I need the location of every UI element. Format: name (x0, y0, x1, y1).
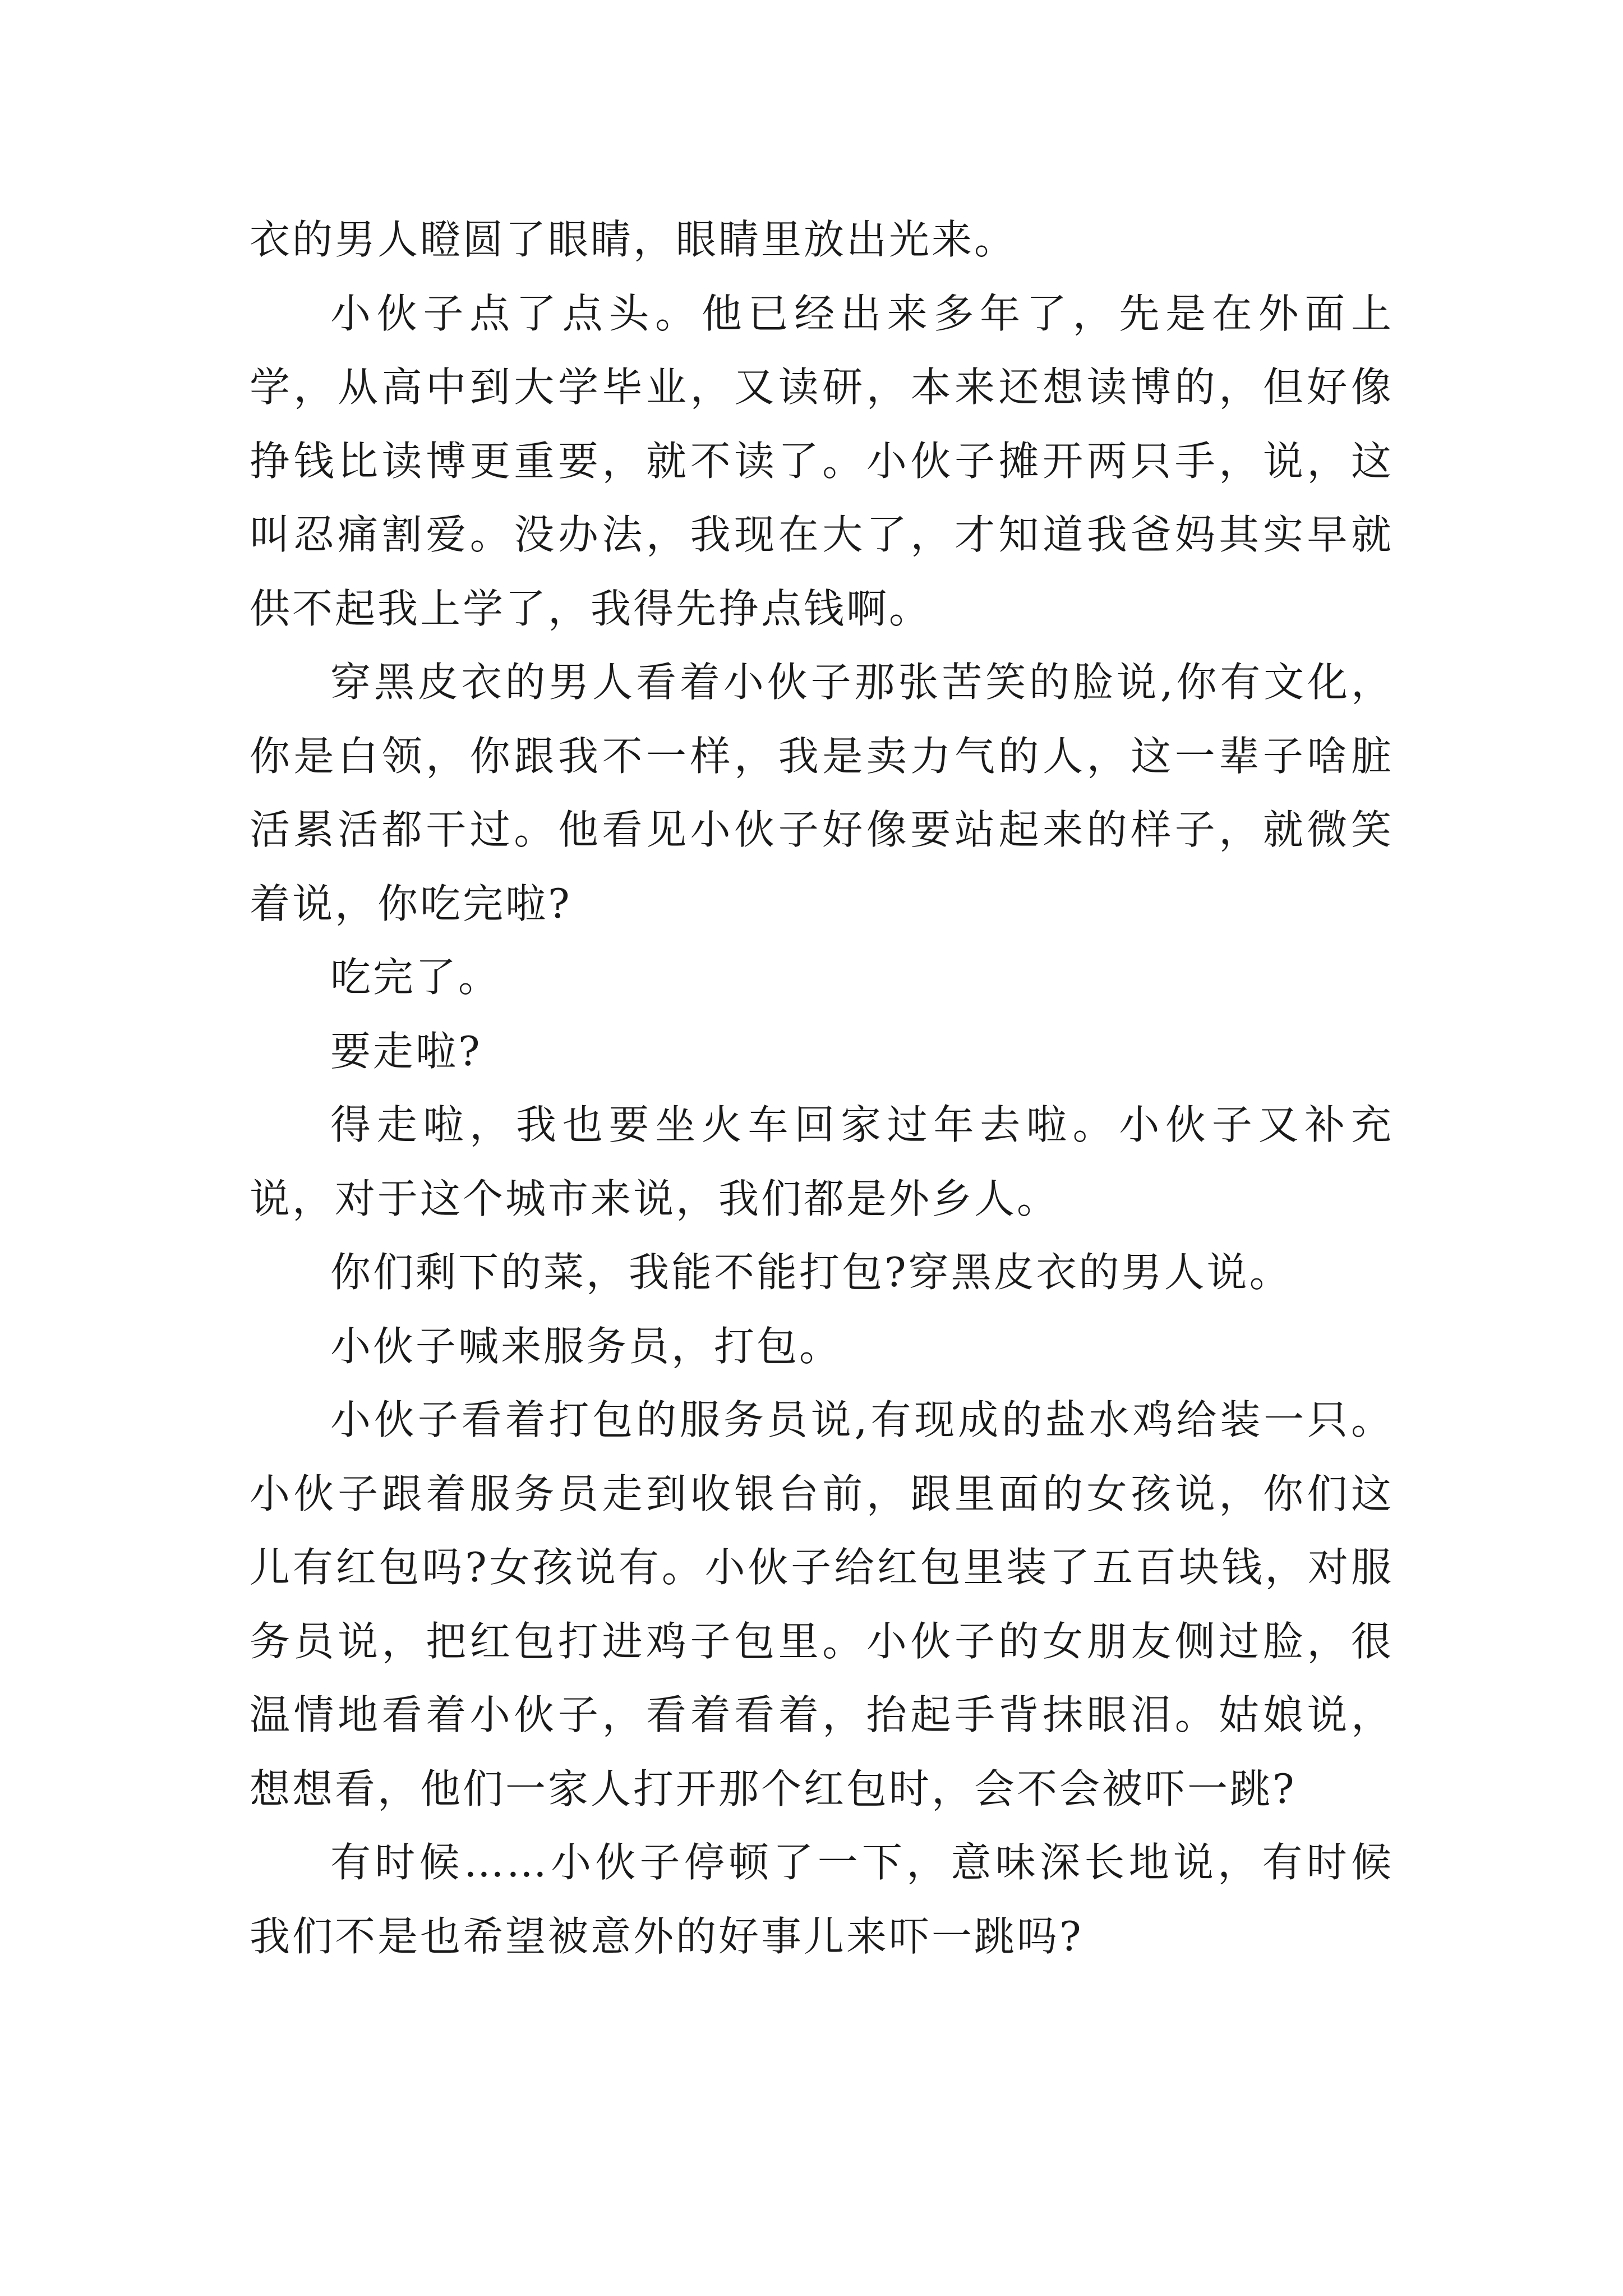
paragraph-2: 小伙子点了点头。他已经出来多年了，先是在外面上学，从高中到大学毕业，又读研，本来还想读博的，但好像挣钱比读博更重要，就不读了。小伙子摊开两只手，说，这叫忍痛割爱。没办法，我现在大了，才知道我爸妈其实早就供不起我上学了，我得先挣点钱啊。 (250, 289, 1394, 632)
paragraph-6: 得走啦，我也要坐火车回家过年去啦。小伙子又补充说，对于这个城市来说，我们都是外乡人。 (250, 1101, 1394, 1222)
paragraph-9: 小伙子看着打包的服务员说,有现成的盐水鸡给装一只。小伙子跟着服务员走到收银台前，跟里面的女孩说，你们这儿有红包吗?女孩说有。小伙子给红包里装了五百块钱，对服务员说，把红包打进鸡子包里。小伙子的女朋友侧过脸，很温情地看着小伙子，看着看着，抬起手背抹眼泪。姑娘说，想想看，他们一家人打开那个红包时，会不会被吓一跳? (250, 1396, 1394, 1812)
paragraph-10: 有时候……小伙子停顿了一下，意味深长地说，有时候我们不是也希望被意外的好事儿来吓一跳吗? (250, 1839, 1394, 1960)
paragraph-4: 吃完了。 (330, 954, 501, 1001)
paragraph-7: 你们剩下的菜，我能不能打包?穿黑皮衣的男人说。 (330, 1249, 1292, 1296)
paragraph-1: 衣的男人瞪圆了眼睛，眼睛里放出光来。 (250, 216, 1017, 263)
paragraph-8: 小伙子喊来服务员，打包。 (330, 1322, 842, 1370)
story-text (250, 203, 1394, 1973)
paragraph-3: 穿黑皮衣的男人看着小伙子那张苦笑的脸说,你有文化，你是白领，你跟我不一样，我是卖力气的人，这一辈子啥脏活累活都干过。他看见小伙子好像要站起来的样子，就微笑着说，你吃完啦? (250, 659, 1394, 927)
paragraph-5: 要走啦? (330, 1027, 482, 1075)
